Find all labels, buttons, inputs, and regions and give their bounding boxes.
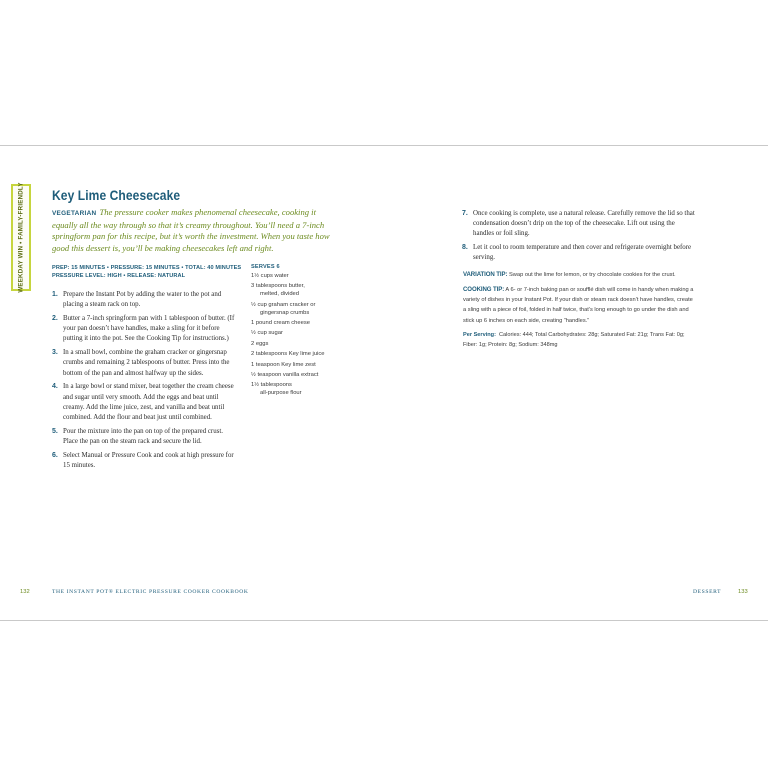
nutrition-label: Per Serving: (463, 332, 496, 338)
step-text: Butter a 7-inch springform pan with 1 tablespoon of butter. (If your pan doesn’t have handles, make a sling for it before putting it into the pot. See the Cooking Tip for instructions.) (63, 315, 235, 343)
steps-list-left (52, 290, 238, 475)
ingredient-item (251, 351, 351, 359)
nutrition-text: Calories: 444; Total Carbohydrates: 28g; Saturated Fat: 21g; Trans Fat: 0g; Fiber: 1g; Protein: 8g; Sodium: 348mg (463, 332, 685, 348)
ingredient-main: ½ cup sugar (251, 330, 283, 337)
side-tab-label-box (11, 184, 31, 291)
step-number: 7. (462, 210, 468, 217)
ingredients-list (251, 273, 351, 401)
side-tab-label: WEEKDAY WIN • FAMILY-FRIENDLY (17, 182, 25, 293)
ingredient-main: 1 teaspoon Key lime zest (251, 361, 316, 368)
step-item (52, 348, 238, 379)
right-page-number: 133 (738, 589, 748, 595)
ingredient-item (251, 283, 351, 299)
ingredient-item (251, 273, 351, 281)
ingredient-main: 1½ tablespoons (251, 382, 292, 389)
step-text: Pour the mixture into the pan on top of the prepared crust. Place the pan on the steam rack and secure the lid. (63, 427, 223, 446)
step-item (52, 314, 238, 345)
step-text: Let it cool to room temperature and then cover and refrigerate overnight before serving. (473, 244, 692, 262)
intro-text: The pressure cooker makes phenomenal cheesecake, cooking it equally all the way through so that it’s creamy throughout. You’ll need a 7-inch springform pan for this recipe, but it’s worth the investment. When you taste how good this dessert is, you’ll be making cheesecakes left and right. (52, 207, 330, 254)
left-page-number: 132 (20, 589, 30, 595)
step-number: 5. (52, 427, 58, 435)
ingredient-item (251, 382, 351, 398)
step-number: 8. (462, 244, 468, 252)
step-text: Select Manual or Pressure Cook and cook at high pressure for 15 minutes. (63, 451, 234, 470)
ingredient-main: ½ teaspoon vanilla extract (251, 372, 319, 379)
ingredient-main: ½ cup graham cracker or (251, 301, 316, 308)
meta-pressure: PRESSURE LEVEL: HIGH • RELEASE: NATURAL (52, 273, 186, 280)
step-item (52, 451, 238, 471)
step-item (52, 382, 238, 423)
step-item (462, 209, 696, 240)
ingredient-item (251, 362, 351, 370)
step-item (462, 243, 696, 263)
step-item (52, 427, 238, 447)
ingredient-item (251, 320, 351, 328)
cooking-tip-text: A 6- or 7-inch baking pan or soufflé dish will come in handy when making a variety of dishes in your Instant Pot. If your dish or steam rack doesn’t have handles, create a sling with a piece of foil, folded in half twice, that’s long enough to go under the dish and stick up 6 inches on each side, creating “handles.” (463, 287, 694, 324)
steps-list-right (462, 209, 696, 267)
step-text: In a large bowl or stand mixer, beat together the cream cheese and sugar until very smooth. Add the eggs and beat until creamy. Add the lime juice, zest, and vanilla and beat until combined. Add the flour and beat just until combined. (63, 383, 234, 422)
ingredient-main: 1 pound cream cheese (251, 320, 310, 327)
step-number: 2. (52, 315, 58, 322)
ingredient-sub: melted, divided (260, 291, 299, 298)
variation-tip-text: Swap out the lime for lemon, or try chocolate cookies for the crust. (509, 272, 676, 278)
ingredient-main: 3 tablespoons butter, (251, 283, 305, 290)
step-text: In a small bowl, combine the graham cracker or gingersnap crumbs and remaining 2 tablespoons of butter. Press into the bottom of the pan and almost halfway up the sides. (63, 349, 230, 377)
step-item (52, 290, 238, 310)
meta-times: PREP: 15 MINUTES • PRESSURE: 15 MINUTES • TOTAL: 40 MINUTES (52, 265, 242, 271)
recipe-intro (52, 207, 342, 255)
step-number: 3. (52, 349, 58, 357)
ingredient-main: 2 tablespoons Key lime juice (251, 351, 325, 358)
ingredient-main: 2 eggs (251, 340, 269, 347)
ingredient-item (251, 302, 351, 318)
serves-label: SERVES 6 (251, 264, 280, 270)
step-text: Once cooking is complete, use a natural release. Carefully remove the lid so that condensation doesn’t drip on the top of the cheesecake. Lift out using the handles or foil sling. (473, 210, 695, 238)
ingredient-item (251, 341, 351, 349)
variation-tip-label: VARIATION TIP: (463, 271, 508, 278)
ingredient-main: 1½ cups water (251, 273, 289, 279)
right-running-head: DESSERT (693, 589, 722, 595)
step-text: Prepare the Instant Pot by adding the water to the pot and placing a steam rack on top. (63, 291, 222, 309)
ingredient-item (251, 330, 351, 338)
ingredient-item (251, 372, 351, 380)
step-number: 4. (52, 383, 58, 391)
cooking-tip-label: COOKING TIP: (463, 286, 505, 293)
variation-tip (463, 270, 695, 280)
recipe-title: Key Lime Cheesecake (52, 187, 181, 203)
left-running-head: THE INSTANT POT® ELECTRIC PRESSURE COOKER COOKBOOK (52, 589, 249, 595)
ingredient-sub: all-purpose flour (260, 390, 302, 397)
step-number: 6. (52, 451, 58, 459)
ingredient-sub: gingersnap crumbs (260, 309, 310, 316)
vegetarian-tag: VEGETARIAN (52, 210, 97, 217)
nutrition-info (463, 331, 695, 350)
step-number: 1. (52, 291, 58, 298)
recipe-meta (52, 264, 252, 281)
cooking-tip (463, 285, 695, 326)
